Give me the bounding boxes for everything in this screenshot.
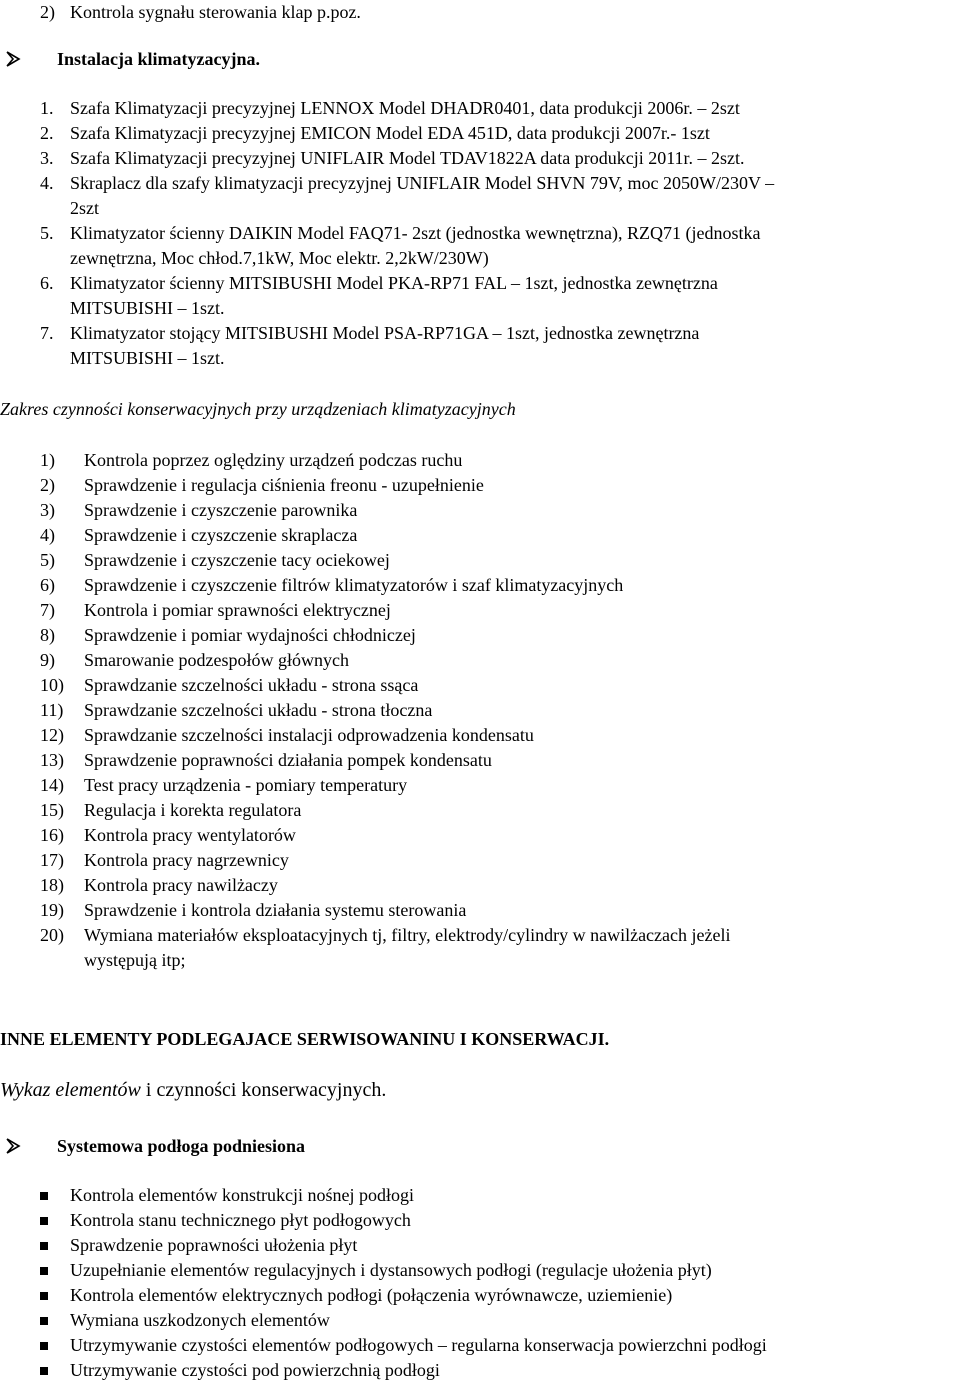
square-bullet-icon: [40, 1242, 48, 1250]
list-item: [40, 171, 774, 196]
item-number: 2): [40, 475, 55, 495]
item-number: 18): [40, 875, 64, 895]
section-heading: INNE ELEMENTY PODLEGAJACE SERWISOWANINU I KONSERWACJI.: [0, 1029, 610, 1049]
arrow-bullet-icon: [5, 51, 21, 67]
item-number: 4): [40, 525, 55, 545]
list-item: [40, 498, 357, 523]
list-item: [40, 146, 745, 171]
list-item: [40, 573, 623, 598]
item-text: Szafa Klimatyzacji precyzyjnej LENNOX Model DHADR0401, data produkcji 2006r. – 2szt: [70, 98, 740, 118]
item-text-continued: 2szt: [70, 198, 99, 218]
square-bullet-icon: [40, 1292, 48, 1300]
item-text: Kontrola sygnału sterowania klap p.poz.: [70, 2, 361, 22]
list-item: [40, 798, 301, 823]
list-item: [40, 748, 492, 773]
list-item: [40, 648, 349, 673]
arrow-bullet-icon: [5, 1138, 21, 1154]
item-number: 17): [40, 850, 64, 870]
item-text: Regulacja i korekta regulatora: [84, 800, 302, 820]
item-text: Sprawdzenie i czyszczenie filtrów klimatyzatorów i szaf klimatyzacyjnych: [84, 575, 624, 595]
item-text: Kontrola pracy wentylatorów: [84, 825, 296, 845]
item-number: 16): [40, 825, 64, 845]
item-text-continued: zewnętrzna, Moc chłod.7,1kW, Moc elektr. 2,2kW/230W): [70, 248, 489, 268]
item-number: 3.: [40, 148, 54, 168]
square-bullet-icon: [40, 1192, 48, 1200]
item-number: 5): [40, 550, 55, 570]
list-item: [40, 121, 710, 146]
list-item: [40, 723, 534, 748]
item-text: Sprawdzenie i czyszczenie parownika: [84, 500, 358, 520]
item-text: Sprawdzenie poprawności działania pompek kondensatu: [84, 750, 492, 770]
list-item: [40, 898, 466, 923]
item-number: 3): [40, 500, 55, 520]
list-item: [40, 0, 361, 25]
bullet-item: Kontrola elementów konstrukcji nośnej podłogi: [70, 1185, 414, 1205]
item-text: Sprawdzenie i czyszczenie tacy ociekowej: [84, 550, 390, 570]
item-text: Sprawdzanie szczelności instalacji odprowadzenia kondensatu: [84, 725, 534, 745]
item-number: 15): [40, 800, 64, 820]
item-number: 9): [40, 650, 55, 670]
item-text: Sprawdzenie i pomiar wydajności chłodniczej: [84, 625, 416, 645]
item-number: 4.: [40, 173, 54, 193]
item-number: 7): [40, 600, 55, 620]
bullet-item: Utrzymywanie czystości pod powierzchnią podłogi: [70, 1360, 440, 1380]
list-item: [40, 923, 731, 948]
list-item: [40, 96, 740, 121]
item-text: Kontrola i pomiar sprawności elektrycznej: [84, 600, 391, 620]
item-text: Klimatyzator stojący MITSIBUSHI Model PSA-RP71GA – 1szt, jednostka zewnętrzna: [70, 323, 700, 343]
item-number: 14): [40, 775, 64, 795]
list-item: [40, 873, 278, 898]
list-item: [40, 221, 761, 246]
item-number: 8): [40, 625, 55, 645]
square-bullet-icon: [40, 1267, 48, 1275]
item-text: Szafa Klimatyzacji precyzyjnej UNIFLAIR Model TDAV1822A data produkcji 2011r. – 2szt.: [70, 148, 745, 168]
item-text: Kontrola poprzez oględziny urządzeń podczas ruchu: [84, 450, 463, 470]
item-text: Test pracy urządzenia - pomiary temperatury: [84, 775, 408, 795]
item-text: Kontrola pracy nawilżaczy: [84, 875, 278, 895]
square-bullet-icon: [40, 1367, 48, 1375]
list-item: [40, 698, 432, 723]
item-number: 11): [40, 700, 64, 720]
item-text: Klimatyzator ścienny MITSIBUSHI Model PKA-RP71 FAL – 1szt, jednostka zewnętrzna: [70, 273, 718, 293]
subtitle-italic: Wykaz elementów: [0, 1079, 141, 1101]
list-item: [40, 321, 699, 346]
item-number: 6.: [40, 273, 54, 293]
list-item: [40, 848, 289, 873]
section-title: Zakres czynności konserwacyjnych przy urządzeniach klimatyzacyjnych: [0, 399, 516, 419]
item-number: 5.: [40, 223, 54, 243]
item-text: Sprawdzanie szczelności układu - strona ssąca: [84, 675, 419, 695]
section-heading: Instalacja klimatyzacyjna.: [57, 49, 260, 69]
subtitle-rest: i czynności konserwacyjnych.: [140, 1079, 387, 1101]
item-number: 1): [40, 450, 55, 470]
list-item: [40, 448, 462, 473]
item-number: 2.: [40, 123, 54, 143]
item-number: 7.: [40, 323, 54, 343]
item-text: Sprawdzenie i kontrola działania systemu sterowania: [84, 900, 467, 920]
bullet-item: Uzupełnianie elementów regulacyjnych i dystansowych podłogi (regulacje ułożenia płyt): [70, 1260, 712, 1280]
item-number: 19): [40, 900, 64, 920]
list-item: [40, 598, 391, 623]
item-number: 13): [40, 750, 64, 770]
bullet-item: Kontrola stanu technicznego płyt podłogowych: [70, 1210, 411, 1230]
list-item: [40, 548, 390, 573]
item-text: Szafa Klimatyzacji precyzyjnej EMICON Model EDA 451D, data produkcji 2007r.- 1szt: [70, 123, 710, 143]
item-text: Wymiana materiałów eksploatacyjnych tj, filtry, elektrody/cylindry w nawilżaczach jeżeli: [84, 925, 731, 945]
section-subtitle: [0, 1078, 386, 1103]
item-number: 1.: [40, 98, 54, 118]
list-item: [40, 673, 418, 698]
item-number: 2): [40, 2, 55, 22]
list-item: [40, 623, 416, 648]
item-text: Skraplacz dla szafy klimatyzacji precyzyjnej UNIFLAIR Model SHVN 79V, moc 2050W/230V –: [70, 173, 775, 193]
item-text: Klimatyzator ścienny DAIKIN Model FAQ71- 2szt (jednostka wewnętrzna), RZQ71 (jednostka: [70, 223, 761, 243]
item-text-continued: występują itp;: [84, 950, 186, 970]
item-text: Smarowanie podzespołów głównych: [84, 650, 349, 670]
item-number: 20): [40, 925, 64, 945]
item-text: Kontrola pracy nagrzewnicy: [84, 850, 289, 870]
item-text-continued: MITSUBISHI – 1szt.: [70, 348, 225, 368]
item-number: 12): [40, 725, 64, 745]
bullet-item: Wymiana uszkodzonych elementów: [70, 1310, 330, 1330]
square-bullet-icon: [40, 1317, 48, 1325]
item-text-continued: MITSUBISHI – 1szt.: [70, 298, 225, 318]
item-text: Sprawdzenie i regulacja ciśnienia freonu - uzupełnienie: [84, 475, 484, 495]
list-item: [40, 523, 357, 548]
list-item: [40, 271, 718, 296]
square-bullet-icon: [40, 1342, 48, 1350]
list-item: [40, 823, 296, 848]
item-number: 6): [40, 575, 55, 595]
bullet-item: Kontrola elementów elektrycznych podłogi (połączenia wyrównawcze, uziemienie): [70, 1285, 673, 1305]
section-subheading: Systemowa podłoga podniesiona: [57, 1136, 306, 1156]
item-text: Sprawdzenie i czyszczenie skraplacza: [84, 525, 358, 545]
list-item: [40, 473, 484, 498]
item-number: 10): [40, 675, 64, 695]
bullet-item: Sprawdzenie poprawności ułożenia płyt: [70, 1235, 358, 1255]
list-item: [40, 773, 407, 798]
bullet-item: Utrzymywanie czystości elementów podłogowych – regularna konserwacja powierzchni podłogi: [70, 1335, 767, 1355]
square-bullet-icon: [40, 1217, 48, 1225]
item-text: Sprawdzanie szczelności układu - strona tłoczna: [84, 700, 433, 720]
